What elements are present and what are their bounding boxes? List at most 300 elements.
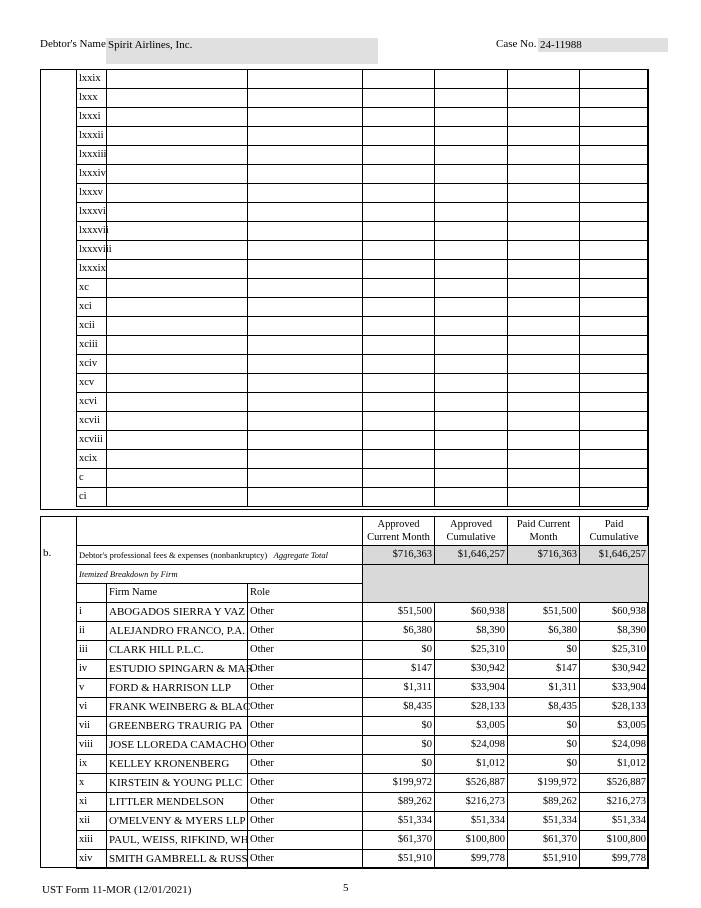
firm-row xyxy=(77,660,649,679)
empty-cell xyxy=(508,298,580,317)
row-index: lxxxiv xyxy=(77,165,107,184)
empty-cell xyxy=(508,165,580,184)
empty-cell xyxy=(248,108,363,127)
approved-cumulative: $60,938 xyxy=(435,603,508,622)
firm-index: ix xyxy=(77,755,107,774)
firm-name: FRANK WEINBERG & BLAC xyxy=(107,698,248,717)
firm-index: iv xyxy=(77,660,107,679)
col-paid-cumulative: Paid Cumulative xyxy=(580,517,649,546)
empty-cell xyxy=(107,412,248,431)
row-index: xcviii xyxy=(77,431,107,450)
firm-name: LITTLER MENDELSON xyxy=(107,793,248,812)
top-table-row xyxy=(77,298,649,317)
empty-cell xyxy=(435,393,508,412)
paid-current: $0 xyxy=(508,641,580,660)
paid-current: $0 xyxy=(508,717,580,736)
firm-row xyxy=(77,812,649,831)
row-index: xciii xyxy=(77,336,107,355)
row-index: lxxxv xyxy=(77,184,107,203)
firm-index: v xyxy=(77,679,107,698)
empty-cell xyxy=(435,374,508,393)
row-index: xcii xyxy=(77,317,107,336)
paid-cumulative: $33,904 xyxy=(580,679,649,698)
paid-current: $147 xyxy=(508,660,580,679)
empty-cell xyxy=(248,279,363,298)
empty-cell xyxy=(363,412,435,431)
approved-cumulative: $99,778 xyxy=(435,850,508,869)
page-number: 5 xyxy=(343,882,349,894)
row-index: lxxx xyxy=(77,89,107,108)
approved-current: $199,972 xyxy=(363,774,435,793)
paid-cumulative: $8,390 xyxy=(580,622,649,641)
empty-cell xyxy=(107,146,248,165)
empty-cell xyxy=(508,469,580,488)
empty-cell xyxy=(248,127,363,146)
empty-cell xyxy=(363,70,435,89)
empty-cell xyxy=(248,488,363,507)
approved-current: $0 xyxy=(363,717,435,736)
empty-cell xyxy=(363,374,435,393)
empty-cell xyxy=(248,89,363,108)
empty-cell xyxy=(580,241,649,260)
breakdown-shaded-area xyxy=(363,565,649,603)
empty-cell xyxy=(580,146,649,165)
empty-cell xyxy=(107,184,248,203)
empty-cell xyxy=(248,355,363,374)
paid-current: $51,910 xyxy=(508,850,580,869)
paid-cumulative: $99,778 xyxy=(580,850,649,869)
empty-cell xyxy=(580,165,649,184)
top-table-row xyxy=(77,336,649,355)
empty-cell xyxy=(248,298,363,317)
top-table-row xyxy=(77,70,649,89)
empty-cell xyxy=(435,279,508,298)
debtor-name-field: Spirit Airlines, Inc. xyxy=(106,38,378,64)
firm-index: xi xyxy=(77,793,107,812)
col-approved-cumulative: Approved Cumulative xyxy=(435,517,508,546)
case-number-field: 24-11988 xyxy=(538,38,668,52)
approved-cumulative: $8,390 xyxy=(435,622,508,641)
top-table-row xyxy=(77,469,649,488)
fees-table xyxy=(76,516,649,869)
empty-cell xyxy=(248,165,363,184)
approved-cumulative: $24,098 xyxy=(435,736,508,755)
total-approved-current: $716,363 xyxy=(363,546,435,565)
top-table-row xyxy=(77,108,649,127)
firm-name-header: Firm Name xyxy=(107,584,248,603)
firm-role: Other xyxy=(248,679,363,698)
paid-current: $1,311 xyxy=(508,679,580,698)
summary-label-cell xyxy=(77,546,363,565)
firm-name: CLARK HILL P.L.C. xyxy=(107,641,248,660)
firm-row xyxy=(77,622,649,641)
empty-cell xyxy=(248,317,363,336)
top-table-row xyxy=(77,127,649,146)
empty-cell xyxy=(580,184,649,203)
firm-name: KIRSTEIN & YOUNG PLLC xyxy=(107,774,248,793)
empty-cell xyxy=(107,260,248,279)
firm-name: ALEJANDRO FRANCO, P.A. xyxy=(107,622,248,641)
firm-index: x xyxy=(77,774,107,793)
firm-role: Other xyxy=(248,831,363,850)
empty-cell xyxy=(580,393,649,412)
empty-cell xyxy=(580,203,649,222)
top-table-row xyxy=(77,393,649,412)
approved-cumulative: $216,273 xyxy=(435,793,508,812)
row-index: lxxix xyxy=(77,70,107,89)
firm-index: vii xyxy=(77,717,107,736)
empty-cell xyxy=(435,222,508,241)
empty-cell xyxy=(580,108,649,127)
empty-cell xyxy=(508,393,580,412)
empty-cell xyxy=(363,450,435,469)
empty-cell xyxy=(435,108,508,127)
empty-cell xyxy=(107,165,248,184)
paid-cumulative: $28,133 xyxy=(580,698,649,717)
firm-row xyxy=(77,774,649,793)
empty-cell xyxy=(107,317,248,336)
row-index: xcix xyxy=(77,450,107,469)
empty-cell xyxy=(107,222,248,241)
approved-current: $1,311 xyxy=(363,679,435,698)
approved-current: $0 xyxy=(363,755,435,774)
section-b-letter: b. xyxy=(43,547,52,559)
debtor-name-label: Debtor's Name xyxy=(40,38,106,50)
approved-current: $0 xyxy=(363,641,435,660)
approved-cumulative: $1,012 xyxy=(435,755,508,774)
empty-cell xyxy=(248,184,363,203)
row-index: lxxxviii xyxy=(77,241,107,260)
empty-cell xyxy=(580,412,649,431)
paid-cumulative: $100,800 xyxy=(580,831,649,850)
firm-role: Other xyxy=(248,717,363,736)
empty-cell xyxy=(508,108,580,127)
paid-cumulative: $30,942 xyxy=(580,660,649,679)
empty-cell xyxy=(508,279,580,298)
empty-cell xyxy=(363,317,435,336)
firm-name: SMITH GAMBRELL & RUSS xyxy=(107,850,248,869)
paid-current: $51,500 xyxy=(508,603,580,622)
row-index: lxxxvi xyxy=(77,203,107,222)
firm-role: Other xyxy=(248,603,363,622)
empty-cell xyxy=(508,260,580,279)
total-approved-cumulative: $1,646,257 xyxy=(435,546,508,565)
approved-current: $51,910 xyxy=(363,850,435,869)
empty-cell xyxy=(107,108,248,127)
empty-cell xyxy=(248,260,363,279)
firm-row xyxy=(77,717,649,736)
firm-row xyxy=(77,831,649,850)
empty-cell xyxy=(508,184,580,203)
empty-cell xyxy=(363,336,435,355)
empty-cell xyxy=(580,469,649,488)
empty-cell xyxy=(248,393,363,412)
empty-cell xyxy=(435,89,508,108)
row-index: lxxxiii xyxy=(77,146,107,165)
empty-cell xyxy=(363,222,435,241)
empty-cell xyxy=(580,222,649,241)
firm-index: viii xyxy=(77,736,107,755)
firm-name: FORD & HARRISON LLP xyxy=(107,679,248,698)
empty-cell xyxy=(580,488,649,507)
empty-cell xyxy=(508,70,580,89)
firm-name: ABOGADOS SIERRA Y VAZ xyxy=(107,603,248,622)
paid-current: $51,334 xyxy=(508,812,580,831)
idx-header-blank xyxy=(77,584,107,603)
empty-cell xyxy=(580,127,649,146)
empty-cell xyxy=(508,89,580,108)
approved-current: $51,500 xyxy=(363,603,435,622)
firm-role: Other xyxy=(248,850,363,869)
firm-index: xii xyxy=(77,812,107,831)
row-index: lxxxix xyxy=(77,260,107,279)
empty-cell xyxy=(107,431,248,450)
approved-current: $0 xyxy=(363,736,435,755)
empty-cell xyxy=(580,70,649,89)
aggregate-total-label: Aggregate Total xyxy=(273,550,329,560)
empty-cell xyxy=(107,469,248,488)
approved-cumulative: $3,005 xyxy=(435,717,508,736)
top-table-row xyxy=(77,222,649,241)
paid-cumulative: $51,334 xyxy=(580,812,649,831)
empty-cell xyxy=(580,374,649,393)
empty-cell xyxy=(435,355,508,374)
top-table-row xyxy=(77,184,649,203)
empty-cell xyxy=(580,298,649,317)
empty-cell xyxy=(435,165,508,184)
empty-cell xyxy=(435,488,508,507)
total-paid-cumulative: $1,646,257 xyxy=(580,546,649,565)
firm-role: Other xyxy=(248,736,363,755)
empty-cell xyxy=(580,89,649,108)
row-index: ci xyxy=(77,488,107,507)
empty-cell xyxy=(248,469,363,488)
empty-cell xyxy=(580,336,649,355)
empty-cell xyxy=(508,488,580,507)
empty-cell xyxy=(363,146,435,165)
row-index: lxxxvii xyxy=(77,222,107,241)
empty-cell xyxy=(107,279,248,298)
paid-current: $0 xyxy=(508,755,580,774)
empty-cell xyxy=(363,279,435,298)
empty-cell xyxy=(508,355,580,374)
empty-cell xyxy=(107,89,248,108)
firm-name: KELLEY KRONENBERG xyxy=(107,755,248,774)
empty-cell xyxy=(508,317,580,336)
firm-name: ESTUDIO SPINGARN & MAR xyxy=(107,660,248,679)
approved-current: $89,262 xyxy=(363,793,435,812)
top-table-row xyxy=(77,165,649,184)
empty-cell xyxy=(508,222,580,241)
paid-cumulative: $526,887 xyxy=(580,774,649,793)
firm-index: ii xyxy=(77,622,107,641)
paid-cumulative: $60,938 xyxy=(580,603,649,622)
empty-cell xyxy=(580,317,649,336)
firm-row xyxy=(77,698,649,717)
paid-cumulative: $1,012 xyxy=(580,755,649,774)
empty-cell xyxy=(508,374,580,393)
empty-cell xyxy=(248,70,363,89)
summary-label: Debtor's professional fees & expenses (nonbankruptcy) xyxy=(79,550,268,560)
firm-row xyxy=(77,603,649,622)
empty-cell xyxy=(363,241,435,260)
role-header: Role xyxy=(248,584,363,603)
col-paid-current: Paid Current Month xyxy=(508,517,580,546)
empty-cell xyxy=(363,127,435,146)
firm-index: iii xyxy=(77,641,107,660)
empty-cell xyxy=(107,450,248,469)
empty-cell xyxy=(107,355,248,374)
approved-cumulative: $51,334 xyxy=(435,812,508,831)
empty-cell xyxy=(107,241,248,260)
row-index: xcv xyxy=(77,374,107,393)
empty-cell xyxy=(363,184,435,203)
row-index: xc xyxy=(77,279,107,298)
firm-row xyxy=(77,850,649,869)
empty-cell xyxy=(107,127,248,146)
row-index: xcvii xyxy=(77,412,107,431)
row-index: xcvi xyxy=(77,393,107,412)
empty-cell xyxy=(435,431,508,450)
empty-cell xyxy=(435,412,508,431)
firm-row xyxy=(77,736,649,755)
firm-role: Other xyxy=(248,622,363,641)
approved-cumulative: $526,887 xyxy=(435,774,508,793)
breakdown-label: Itemized Breakdown by Firm xyxy=(77,565,363,584)
approved-cumulative: $25,310 xyxy=(435,641,508,660)
top-table-row xyxy=(77,374,649,393)
paid-cumulative: $24,098 xyxy=(580,736,649,755)
empty-cell xyxy=(363,89,435,108)
firm-index: xiv xyxy=(77,850,107,869)
empty-cell xyxy=(508,127,580,146)
top-table-row xyxy=(77,203,649,222)
empty-cell xyxy=(248,222,363,241)
empty-cell xyxy=(363,393,435,412)
empty-cell xyxy=(508,203,580,222)
empty-cell xyxy=(508,412,580,431)
empty-cell xyxy=(508,146,580,165)
firm-index: vi xyxy=(77,698,107,717)
header-blank xyxy=(77,517,363,546)
paid-cumulative: $25,310 xyxy=(580,641,649,660)
empty-cell xyxy=(508,241,580,260)
firm-name: PAUL, WEISS, RIFKIND, WH xyxy=(107,831,248,850)
empty-cell xyxy=(435,184,508,203)
top-table-row xyxy=(77,317,649,336)
empty-cell xyxy=(508,336,580,355)
empty-cell xyxy=(363,355,435,374)
empty-cell xyxy=(248,450,363,469)
empty-cell xyxy=(363,298,435,317)
empty-cell xyxy=(435,241,508,260)
empty-cell xyxy=(363,203,435,222)
empty-cell xyxy=(363,488,435,507)
empty-cell xyxy=(363,260,435,279)
empty-cell xyxy=(435,469,508,488)
firm-role: Other xyxy=(248,698,363,717)
approved-cumulative: $33,904 xyxy=(435,679,508,698)
firm-role: Other xyxy=(248,812,363,831)
empty-cell xyxy=(363,165,435,184)
paid-cumulative: $216,273 xyxy=(580,793,649,812)
top-table-row xyxy=(77,241,649,260)
firm-row xyxy=(77,793,649,812)
approved-cumulative: $30,942 xyxy=(435,660,508,679)
top-table-row xyxy=(77,412,649,431)
col-approved-current: Approved Current Month xyxy=(363,517,435,546)
empty-cell xyxy=(435,260,508,279)
approved-current: $147 xyxy=(363,660,435,679)
paid-current: $61,370 xyxy=(508,831,580,850)
empty-cell xyxy=(363,108,435,127)
empty-cell xyxy=(107,298,248,317)
firm-row xyxy=(77,755,649,774)
empty-cell xyxy=(580,355,649,374)
firm-role: Other xyxy=(248,774,363,793)
empty-cell xyxy=(435,203,508,222)
empty-cell xyxy=(508,431,580,450)
case-number-label: Case No. xyxy=(496,38,537,50)
empty-cell xyxy=(580,450,649,469)
firm-role: Other xyxy=(248,660,363,679)
approved-current: $6,380 xyxy=(363,622,435,641)
approved-cumulative: $100,800 xyxy=(435,831,508,850)
firm-index: i xyxy=(77,603,107,622)
top-table-row xyxy=(77,355,649,374)
row-index: lxxxi xyxy=(77,108,107,127)
empty-cell xyxy=(107,374,248,393)
paid-current: $8,435 xyxy=(508,698,580,717)
empty-cell xyxy=(248,431,363,450)
paid-current: $6,380 xyxy=(508,622,580,641)
top-table xyxy=(76,69,649,507)
empty-cell xyxy=(363,469,435,488)
top-table-row xyxy=(77,279,649,298)
paid-current: $89,262 xyxy=(508,793,580,812)
row-index: c xyxy=(77,469,107,488)
empty-cell xyxy=(435,450,508,469)
approved-current: $8,435 xyxy=(363,698,435,717)
top-table-row xyxy=(77,89,649,108)
empty-cell xyxy=(580,260,649,279)
firm-index: xiii xyxy=(77,831,107,850)
empty-cell xyxy=(248,241,363,260)
empty-cell xyxy=(435,146,508,165)
empty-cell xyxy=(435,127,508,146)
total-paid-current: $716,363 xyxy=(508,546,580,565)
top-table-row xyxy=(77,431,649,450)
approved-current: $61,370 xyxy=(363,831,435,850)
empty-cell xyxy=(248,146,363,165)
top-table-row xyxy=(77,488,649,507)
firm-row xyxy=(77,641,649,660)
firm-role: Other xyxy=(248,755,363,774)
top-table-row xyxy=(77,450,649,469)
empty-cell xyxy=(435,70,508,89)
approved-current: $51,334 xyxy=(363,812,435,831)
empty-cell xyxy=(435,298,508,317)
empty-cell xyxy=(363,431,435,450)
empty-cell xyxy=(107,336,248,355)
empty-cell xyxy=(107,488,248,507)
firm-name: O'MELVENY & MYERS LLP xyxy=(107,812,248,831)
footer-form-id: UST Form 11-MOR (12/01/2021) xyxy=(42,884,192,896)
top-table-row xyxy=(77,146,649,165)
empty-cell xyxy=(107,203,248,222)
empty-cell xyxy=(508,450,580,469)
empty-cell xyxy=(435,317,508,336)
